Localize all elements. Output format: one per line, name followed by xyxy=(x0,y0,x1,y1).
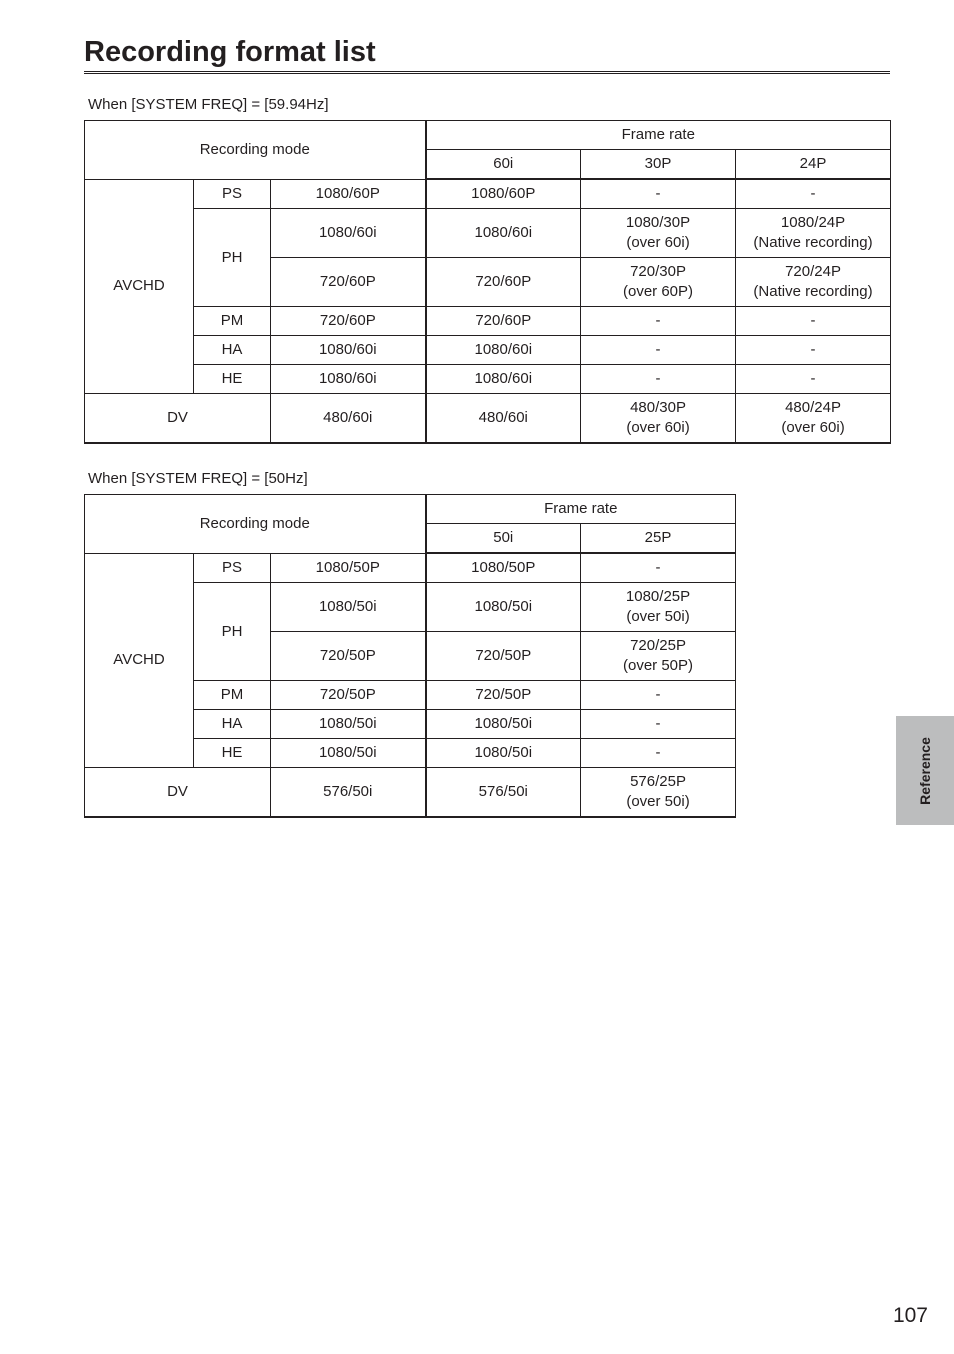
cell-line: (over 60i) xyxy=(626,234,690,251)
recording-format: 1080/60i xyxy=(271,336,426,365)
recording-format: 1080/50P xyxy=(271,553,426,583)
cell-line: 576/25P xyxy=(630,773,686,790)
header-recording-mode: Recording mode xyxy=(85,495,426,554)
cell-line: (Native recording) xyxy=(753,234,873,251)
cell-line: 1080/60i xyxy=(474,224,533,241)
cell-line: (over 50i) xyxy=(626,793,690,810)
cell-line: 720/60P xyxy=(475,312,532,329)
frame-rate-cell xyxy=(426,394,581,444)
frame-rate-cell xyxy=(426,739,581,768)
frame-rate-cell xyxy=(581,632,736,681)
cell-line: (over 50i) xyxy=(626,608,690,625)
cell-line: - xyxy=(810,341,816,358)
recording-format: 1080/50i xyxy=(271,739,426,768)
cell-line: (Native recording) xyxy=(753,283,873,300)
cell-line: - xyxy=(810,370,816,387)
frame-rate-cell xyxy=(426,768,581,818)
mode-ph: PH xyxy=(194,209,271,307)
cell-line: 1080/50P xyxy=(471,559,536,576)
recording-format: 1080/50i xyxy=(271,710,426,739)
table1-caption: When [SYSTEM FREQ] = [59.94Hz] xyxy=(88,96,329,113)
page-number: 107 xyxy=(892,1304,928,1327)
cell-line: - xyxy=(655,559,661,576)
cell-line: 720/24P xyxy=(785,263,841,280)
recording-format: 480/60i xyxy=(271,394,426,444)
cell-line: (over 60i) xyxy=(781,419,845,436)
table-row xyxy=(85,307,891,336)
table-row xyxy=(85,495,736,524)
recording-format: 720/60P xyxy=(271,258,426,307)
cell-line: 720/25P xyxy=(630,637,686,654)
frame-rate-cell xyxy=(736,394,891,444)
cell-line: - xyxy=(810,185,816,202)
frame-rate-cell xyxy=(736,209,891,258)
frame-rate-cell xyxy=(581,365,736,394)
frame-rate-cell xyxy=(736,307,891,336)
recording-format: 1080/60i xyxy=(271,209,426,258)
frame-rate-cell xyxy=(736,179,891,209)
recording-format: 1080/60i xyxy=(271,365,426,394)
mode-ha: HA xyxy=(194,710,271,739)
cell-line: - xyxy=(655,341,661,358)
frame-rate-cell xyxy=(426,258,581,307)
cell-line: 1080/50i xyxy=(474,715,533,732)
table-row xyxy=(85,394,891,444)
cell-line: 1080/50i xyxy=(474,598,533,615)
frame-rate-cell xyxy=(581,209,736,258)
page-title: Recording format list xyxy=(84,34,890,74)
cell-line: (over 50P) xyxy=(623,657,694,674)
side-tab-label: Reference xyxy=(917,736,933,805)
table-row xyxy=(85,336,891,365)
frame-rate-cell xyxy=(581,179,736,209)
header-col-30P: 30P xyxy=(581,150,736,180)
cell-line: - xyxy=(655,370,661,387)
frame-rate-cell xyxy=(426,209,581,258)
mode-ps: PS xyxy=(194,553,271,583)
recording-format: 1080/50i xyxy=(271,583,426,632)
table2-caption: When [SYSTEM FREQ] = [50Hz] xyxy=(88,470,308,487)
cell-line: - xyxy=(810,312,816,329)
table-row xyxy=(85,365,891,394)
avchd-label: AVCHD xyxy=(85,179,194,394)
reference-side-tab xyxy=(896,716,954,825)
recording-format-table-5994hz xyxy=(84,120,891,444)
frame-rate-cell xyxy=(581,681,736,710)
cell-line: (over 60i) xyxy=(626,419,690,436)
cell-line: 1080/24P xyxy=(780,214,846,231)
cell-line: 1080/25P xyxy=(625,588,691,605)
recording-format-table-50hz xyxy=(84,494,736,818)
frame-rate-cell xyxy=(736,258,891,307)
cell-line: 480/60i xyxy=(478,409,528,426)
cell-line: 720/50P xyxy=(475,647,532,664)
mode-ph: PH xyxy=(194,583,271,681)
mode-he: HE xyxy=(194,365,271,394)
cell-line: 720/60P xyxy=(475,273,532,290)
cell-line: - xyxy=(655,185,661,202)
cell-line: 1080/50i xyxy=(474,744,533,761)
frame-rate-cell xyxy=(426,307,581,336)
cell-line: 1080/30P xyxy=(625,214,691,231)
table-row xyxy=(85,179,891,209)
header-frame-rate: Frame rate xyxy=(426,121,891,150)
table-row xyxy=(85,553,736,583)
frame-rate-cell xyxy=(581,583,736,632)
cell-line: 1080/60i xyxy=(474,370,533,387)
frame-rate-cell xyxy=(426,365,581,394)
frame-rate-cell xyxy=(426,553,581,583)
header-col-24P: 24P xyxy=(736,150,891,180)
header-recording-mode: Recording mode xyxy=(85,121,426,180)
cell-line: 576/50i xyxy=(478,783,528,800)
frame-rate-cell xyxy=(581,768,736,818)
mode-he: HE xyxy=(194,739,271,768)
recording-format: 576/50i xyxy=(271,768,426,818)
table-row xyxy=(85,768,736,818)
frame-rate-cell xyxy=(426,632,581,681)
table-row xyxy=(85,209,891,258)
cell-line: - xyxy=(655,715,661,732)
cell-line: - xyxy=(655,686,661,703)
mode-pm: PM xyxy=(194,307,271,336)
header-col-50i: 50i xyxy=(426,524,581,554)
dv-label: DV xyxy=(85,768,271,818)
frame-rate-cell xyxy=(426,583,581,632)
cell-line: 480/24P xyxy=(785,399,841,416)
recording-format: 720/50P xyxy=(271,632,426,681)
frame-rate-cell xyxy=(736,336,891,365)
cell-line: - xyxy=(655,744,661,761)
header-col-60i: 60i xyxy=(426,150,581,180)
mode-ps: PS xyxy=(194,179,271,209)
frame-rate-cell xyxy=(581,336,736,365)
dv-label: DV xyxy=(85,394,271,444)
frame-rate-cell xyxy=(581,710,736,739)
cell-line: 1080/60i xyxy=(474,341,533,358)
header-col-25P: 25P xyxy=(581,524,736,554)
mode-ha: HA xyxy=(194,336,271,365)
table-row xyxy=(85,121,891,150)
cell-line: 720/50P xyxy=(475,686,532,703)
cell-line: 1080/60P xyxy=(471,185,536,202)
cell-line: (over 60P) xyxy=(623,283,694,300)
recording-format: 720/50P xyxy=(271,681,426,710)
frame-rate-cell xyxy=(426,179,581,209)
recording-format: 1080/60P xyxy=(271,179,426,209)
mode-pm: PM xyxy=(194,681,271,710)
frame-rate-cell xyxy=(581,553,736,583)
cell-line: 720/30P xyxy=(630,263,686,280)
frame-rate-cell xyxy=(426,710,581,739)
frame-rate-cell xyxy=(426,336,581,365)
frame-rate-cell xyxy=(581,307,736,336)
frame-rate-cell xyxy=(581,739,736,768)
avchd-label: AVCHD xyxy=(85,553,194,768)
recording-format: 720/60P xyxy=(271,307,426,336)
frame-rate-cell xyxy=(736,365,891,394)
frame-rate-cell xyxy=(581,394,736,444)
frame-rate-cell xyxy=(581,258,736,307)
frame-rate-cell xyxy=(426,681,581,710)
header-frame-rate: Frame rate xyxy=(426,495,736,524)
cell-line: 480/30P xyxy=(630,399,686,416)
cell-line: - xyxy=(655,312,661,329)
